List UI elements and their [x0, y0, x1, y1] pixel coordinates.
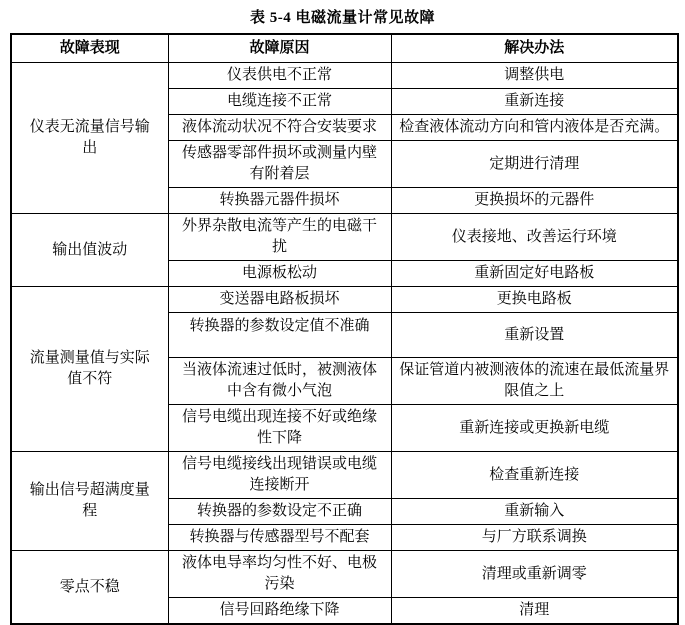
header-cause: 故障原因 [168, 34, 391, 63]
symptom-cell: 流量测量值与实际值不符 [11, 287, 168, 452]
cause-cell: 液体流动状况不符合安装要求 [168, 115, 391, 141]
solution-cell: 检查重新连接 [391, 452, 678, 499]
cause-cell: 外界杂散电流等产生的电磁干扰 [168, 214, 391, 261]
solution-cell: 清理或重新调零 [391, 551, 678, 598]
cause-cell: 转换器与传感器型号不配套 [168, 525, 391, 551]
cause-cell: 信号电缆出现连接不好或绝缘性下降 [168, 405, 391, 452]
symptom-cell: 输出信号超满度量程 [11, 452, 168, 551]
cause-cell: 当液体流速过低时，被测液体中含有微小气泡 [168, 358, 391, 405]
table-row [11, 551, 678, 598]
cause-cell: 液体电导率均匀性不好、电极污染 [168, 551, 391, 598]
solution-cell: 仪表接地、改善运行环境 [391, 214, 678, 261]
solution-cell: 重新连接 [391, 89, 678, 115]
solution-cell: 调整供电 [391, 63, 678, 89]
solution-cell: 更换损坏的元器件 [391, 188, 678, 214]
fault-table [10, 33, 679, 625]
solution-cell: 保证管道内被测液体的流速在最低流量界限值之上 [391, 358, 678, 405]
cause-cell: 仪表供电不正常 [168, 63, 391, 89]
solution-cell: 重新输入 [391, 499, 678, 525]
cause-cell: 电源板松动 [168, 261, 391, 287]
header-symptom: 故障表现 [11, 34, 168, 63]
solution-cell: 重新连接或更换新电缆 [391, 405, 678, 452]
symptom-cell: 输出值波动 [11, 214, 168, 287]
cause-cell: 转换器元器件损坏 [168, 188, 391, 214]
table-title: 表 5-4 电磁流量计常见故障 [250, 10, 435, 26]
table-row [11, 63, 678, 89]
solution-cell: 与厂方联系调换 [391, 525, 678, 551]
table-row [11, 287, 678, 313]
table-row [11, 214, 678, 261]
solution-cell: 重新固定好电路板 [391, 261, 678, 287]
solution-cell: 重新设置 [391, 313, 678, 358]
solution-cell: 清理 [391, 598, 678, 625]
header-solution: 解决办法 [391, 34, 678, 63]
cause-cell: 电缆连接不正常 [168, 89, 391, 115]
cause-cell: 信号电缆接线出现错误或电缆连接断开 [168, 452, 391, 499]
symptom-cell: 仪表无流量信号输出 [11, 63, 168, 214]
solution-cell: 检查液体流动方向和管内液体是否充满。 [391, 115, 678, 141]
solution-cell: 定期进行清理 [391, 141, 678, 188]
cause-cell: 变送器电路板损坏 [168, 287, 391, 313]
cause-cell: 传感器零部件损坏或测量内壁有附着层 [168, 141, 391, 188]
solution-cell: 更换电路板 [391, 287, 678, 313]
symptom-cell: 零点不稳 [11, 551, 168, 625]
header-row [11, 34, 678, 63]
cause-cell: 信号回路绝缘下降 [168, 598, 391, 625]
cause-cell: 转换器的参数设定不正确 [168, 499, 391, 525]
cause-cell: 转换器的参数设定值不准确 [168, 313, 391, 358]
table-row [11, 452, 678, 499]
fault-table-body [11, 63, 678, 625]
